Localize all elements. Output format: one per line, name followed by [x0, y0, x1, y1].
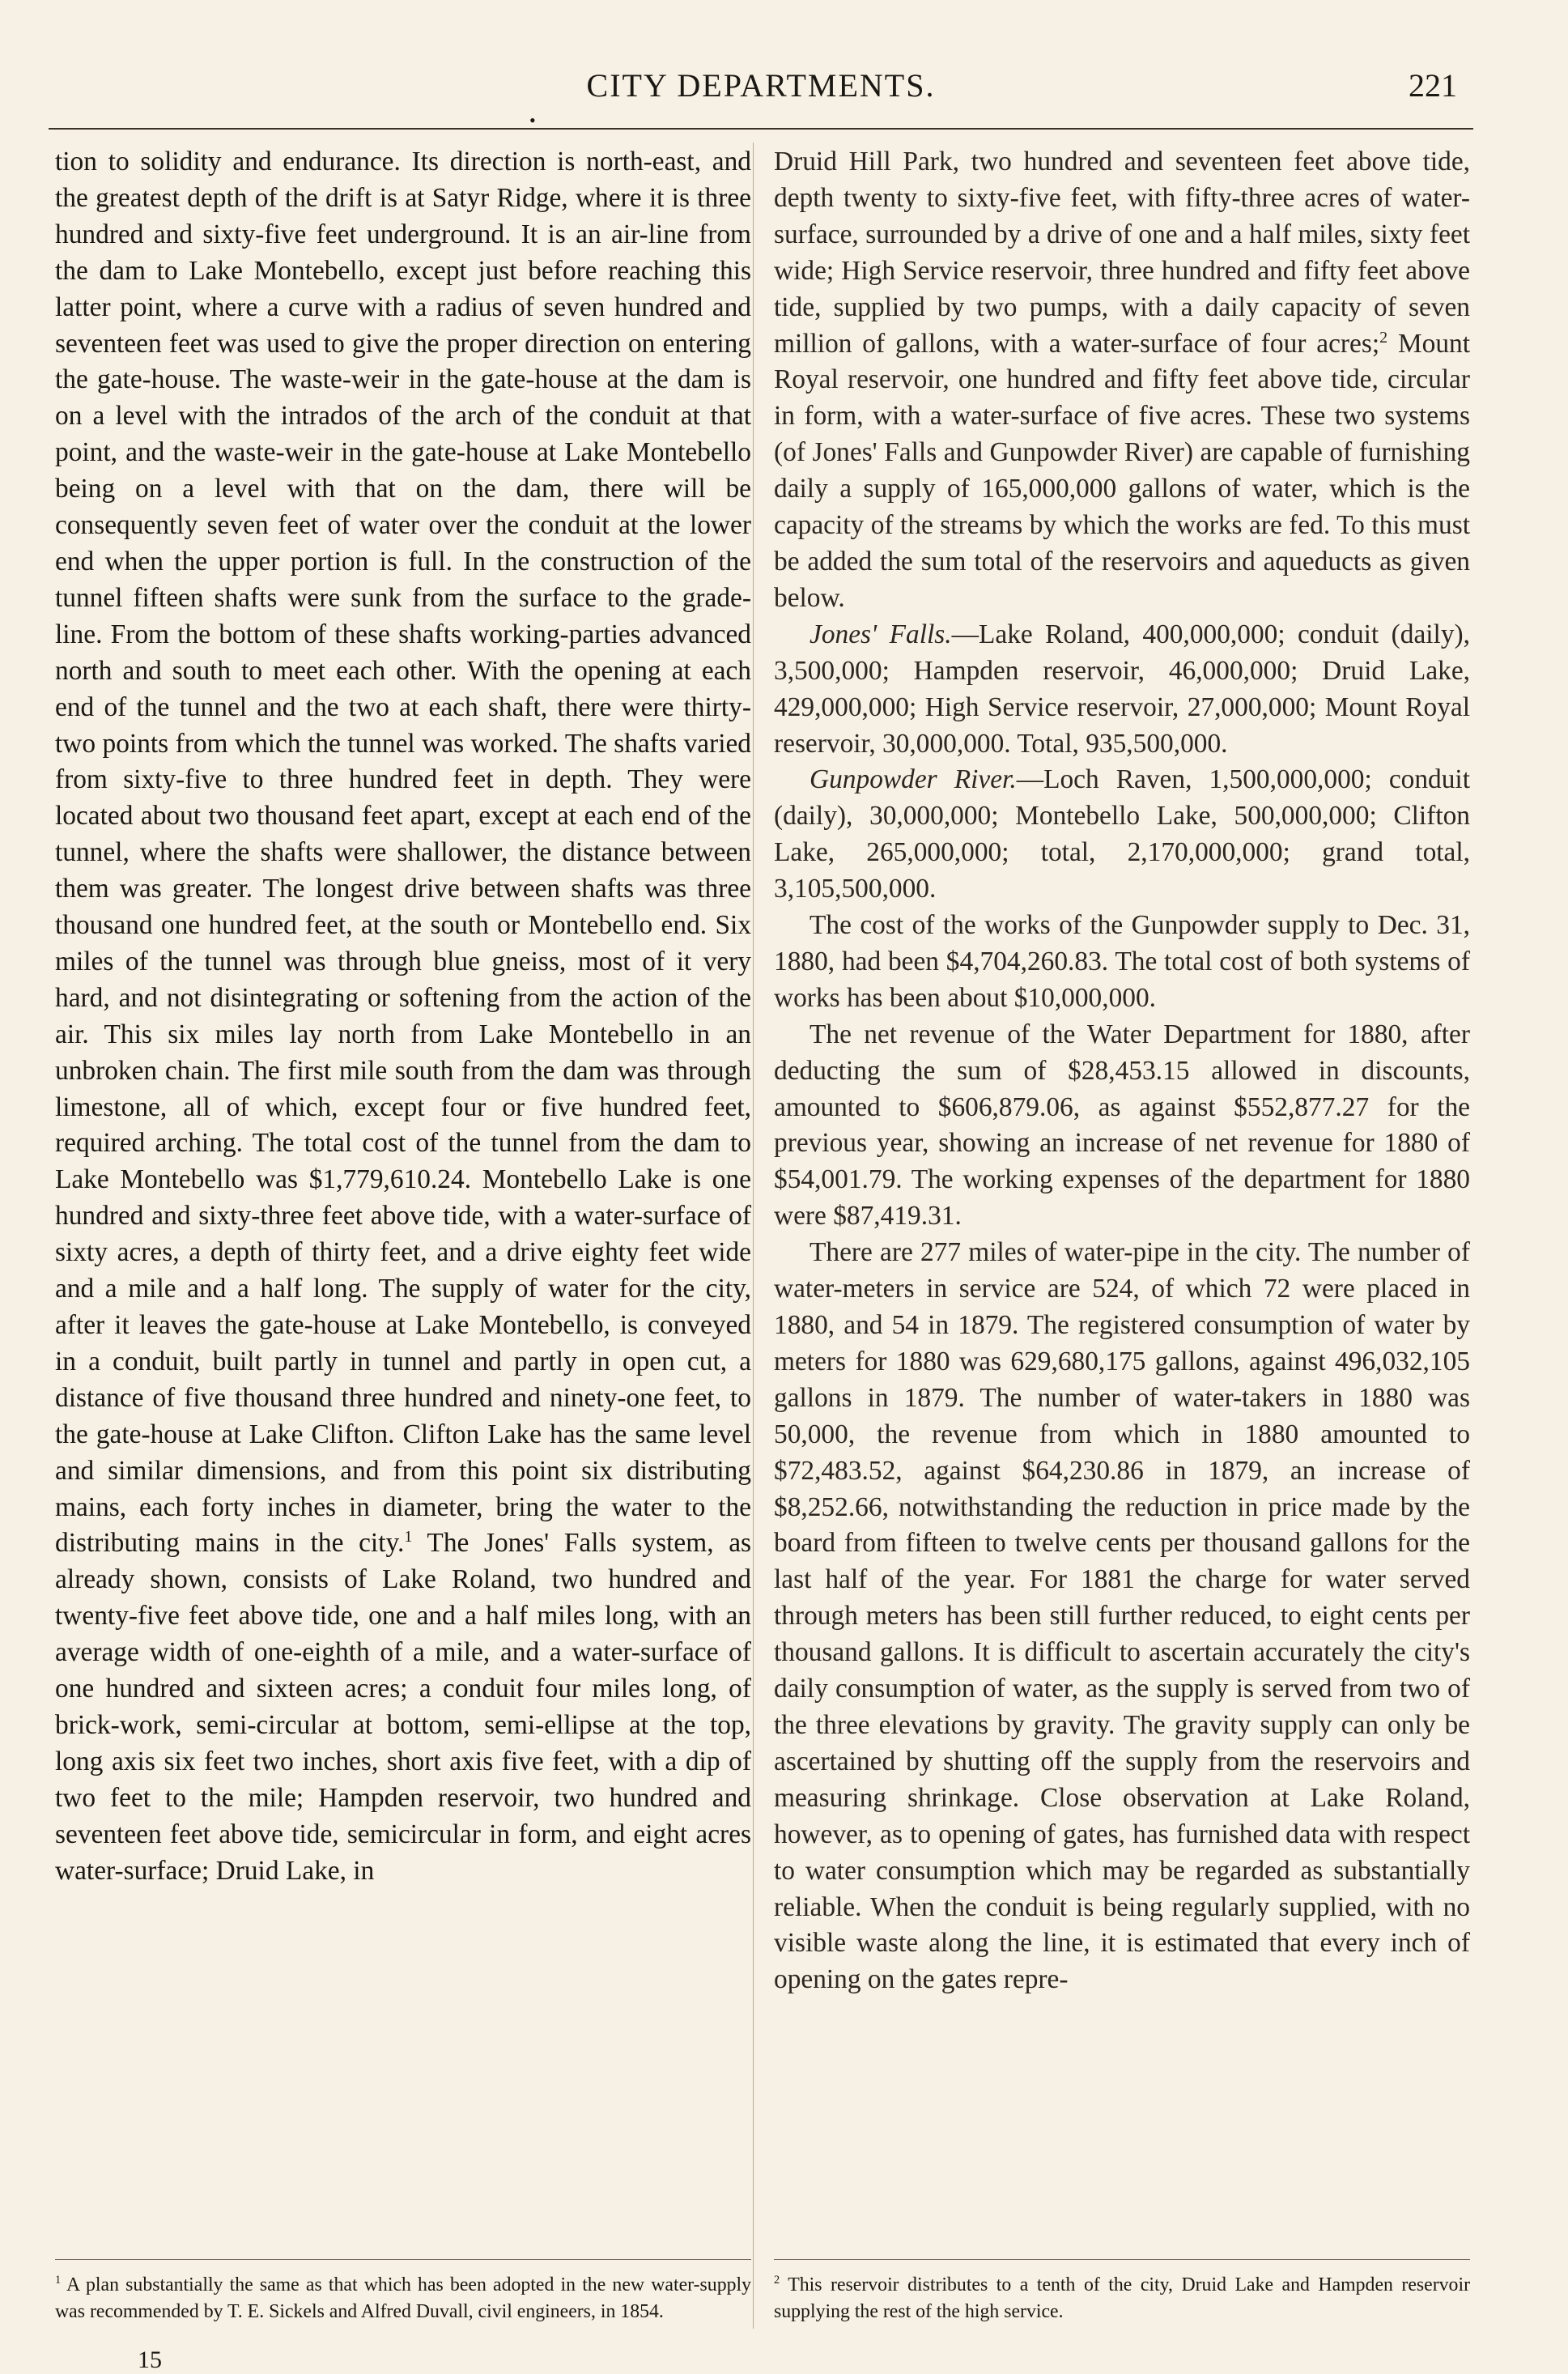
jones-falls-paragraph [774, 617, 1470, 763]
revenue-paragraph: The net revenue of the Water Department for 1880, after deducting the sum of $28,453.15 allowed in discounts, amounted to $606,879.06, as against $552,877.27 for the previous year, showing an increase of net revenue for 1880 of $54,001.79. The working expenses of the department for 1880 were $87,419.31. [774, 1019, 1470, 1232]
left-column [55, 144, 751, 1890]
gunpowder-river-label: Gunpowder River. [809, 764, 1017, 795]
page-number: 221 [1409, 67, 1457, 104]
running-header [49, 63, 1473, 112]
water-pipe-paragraph: There are 277 miles of water-pipe in the city. The number of water-meters in service are 524, of which 72 were placed in 1880, and 54 in 1879. The registered consumption of water by meters for 1880 was 629,680,175 gallons, against 496,032,105 gallons in 1879. The number of water-takers in 1880 was 50,000, the revenue from which in 1880 amounted to $72,483.52, against $64,230.86 in 1879, an increase of $8,252.66, notwithstanding the reduction in price made by the board from fifteen to twelve cents per thousand gallons for the last half of the year. For 1881 the charge for water served through meters has been still further reduced, to eight cents per thousand gallons. It is difficult to ascertain accurately the city's daily consumption of water, as the supply is served from two of the three elevations by gravity. The gravity supply can only be ascertained by shutting off the supply from the reservoirs and measuring shrinkage. Close observation at Lake Roland, however, as to opening of gates, has furnished data with respect to water consumption which may be regarded as substantially reliable. When the conduit is being regularly supplied, with no visible waste along the line, it is estimated that every inch of opening on the gates repre- [774, 1237, 1470, 1995]
footnote-1 [55, 2272, 751, 2325]
left-paragraph-continuation: The Jones' Falls system, as already shown, consists of Lake Roland, two hundred and twenty-five feet above tide, one and a half miles long, with an average width of one-eighth of a mile, and a water-surface of one hundred and sixteen acres; a conduit four miles long, of brick-work, semi-circular at bottom, semi-ellipse at the top, long axis six feet two inches, short axis five feet, with a dip of two feet to the mile; Hampden reservoir, two hundred and seventeen feet above tide, semicircular in form, and eight acres water-surface; Druid Lake, in [55, 1528, 752, 1886]
footnote-ref-2: 2 [1379, 328, 1388, 347]
footnote-2-text [774, 2272, 1470, 2325]
left-paragraph-text: tion to solidity and endurance. Its direction is north-east, and the greatest depth of the drift is at Satyr Ridge, where it is three hundred and sixty-five feet underground. It is an air-line from the dam to Lake Montebello, except just before reaching this latter point, where a curve with a radius of seven hundred and seventeen feet was used to give the proper direction on entering the gate-house. The waste-weir in the gate-house at the dam is on a level with the intrados of the arch of the conduit at that point, and the waste-weir in the gate-house at Lake Montebello being on a level with that on the dam, there will be consequently seven feet of water over the conduit at the lower end when the upper portion is full. In the construction of the tunnel fifteen shafts were sunk from the surface to the grade-line. From the bottom of these shafts working-parties advanced north and south to meet each other. With the opening at each end of the tunnel and the two at each shaft, there were thirty-two points from which the tunnel was worked. The shafts varied from sixty-five to three hundred feet in depth. They were located about two thousand feet apart, except at each end of the tunnel, where the shafts were shallower, the distance between them was greater. The longest drive between shafts was three thousand one hundred feet, at the south or Montebello end. Six miles of the tunnel was through blue gneiss, most of it very hard, and not disintegrating or softening from the action of the air. This six miles lay north from Lake Montebello in an unbroken chain. The first mile south from the dam was through limestone, all of which, except four or five hundred feet, required arching. The total cost of the tunnel from the dam to Lake Montebello was $1,779,610.24. Montebello Lake is one hundred and sixty-three feet above tide, with a water-surface of sixty acres, a depth of thirty feet, and a drive eighty feet wide and a mile and a half long. The supply of water for the city, after it leaves the gate-house at Lake Montebello, is conveyed in a conduit, built partly in tunnel and partly in open cut, a distance of five thousand three hundred and ninety-one feet, to the gate-house at Lake Clifton. Clifton Lake has the same level and similar dimensions, and from this point six distributing mains, each forty inches in diameter, bring the water to the distributing mains in the city. [55, 147, 751, 1559]
footnote-rule-right [774, 2259, 1470, 2260]
header-rule [49, 128, 1473, 130]
gunpowder-river-paragraph [774, 762, 1470, 908]
cost-paragraph: The cost of the works of the Gunpowder supply to Dec. 31, 1880, had been $4,704,260.83. The total cost of both systems of works has been about $10,000,000. [774, 910, 1470, 1013]
gunpowder-river-text: —Loch Raven, 1,500,000,000; conduit (daily), 30,000,000; Montebello Lake, 500,000,000; Clifton Lake, 265,000,000; total, 2,170,000,000; grand total, 3,105,500,000. [774, 764, 1470, 904]
footnote-1-mark: 1 [55, 2274, 62, 2287]
footnote-rule-left [55, 2259, 751, 2260]
footnote-1-body: A plan substantially the same as that which has been adopted in the new water-supply was recommended by T. E. Sickels and Alfred Duvall, civil engineers, in 1854. [55, 2274, 751, 2322]
signature-mark: 15 [138, 2346, 162, 2373]
column-divider [753, 143, 754, 2329]
right-paragraph-1-continuation: Mount Royal reservoir, one hundred and fifty feet above tide, circular in form, with a water-surface of five acres. These two systems (of Jones' Falls and Gunpowder River) are capable of furnishing daily a supply of 165,000,000 gallons of water, which is the capacity of the streams by which the works are fed. To this must be added the sum total of the reservoirs and aqueducts as given below. [774, 328, 1470, 613]
right-paragraph-1-text: Druid Hill Park, two hundred and seventeen feet above tide, depth twenty to sixty-five feet, with fifty-three acres of water-surface, surrounded by a drive of one and a half miles, sixty feet wide; High Service reservoir, three hundred and fifty feet above tide, supplied by two pumps, with a daily capacity of seven million of gallons, with a water-surface of four acres; [774, 147, 1470, 359]
footnote-2-mark: 2 [774, 2274, 780, 2287]
right-column [774, 144, 1470, 1998]
jones-falls-label: Jones' Falls. [809, 619, 952, 649]
jones-falls-text: —Lake Roland, 400,000,000; conduit (daily), 3,500,000; Hampden reservoir, 46,000,000; Druid Lake, 429,000,000; High Service reservoir, 27,000,000; Mount Royal reservoir, 30,000,000. Total, 935,500,000. [774, 619, 1470, 759]
footnote-1-text [55, 2272, 751, 2325]
header-ornament-dot: • [529, 110, 536, 130]
footnote-ref-1: 1 [404, 1528, 413, 1547]
right-paragraph-1 [774, 144, 1470, 617]
footnote-2 [774, 2272, 1470, 2325]
left-paragraph [55, 144, 751, 1890]
footnote-2-body: This reservoir distributes to a tenth of the city, Druid Lake and Hampden reservoir supplying the rest of the high service. [774, 2274, 1470, 2322]
running-title: CITY DEPARTMENTS. [586, 67, 936, 104]
